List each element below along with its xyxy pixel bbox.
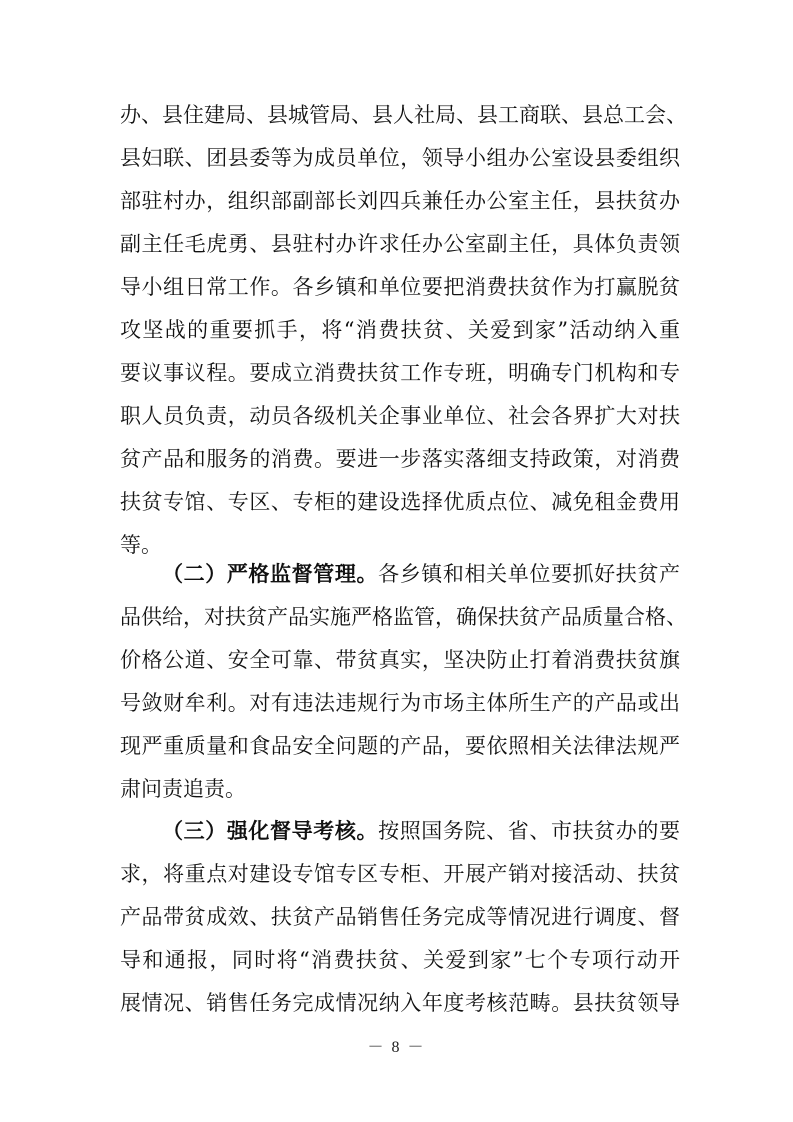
text-line: 现严重质量和食品安全问题的产品，要依照相关法律法规严 <box>120 734 680 758</box>
section-first-line <box>162 559 680 589</box>
text-line: 副主任毛虎勇、县驻村办许求任办公室副主任，具体负责领 <box>120 232 680 256</box>
text-line: 品供给，对扶贫产品实施严格监管，确保扶贫产品质量合格、 <box>120 605 687 629</box>
text-line: 号敛财牟利。对有违法违规行为市场主体所生产的产品或出 <box>120 691 680 715</box>
text-line: 扶贫专馆、专区、专柜的建设选择优质点位、减免租金费用 <box>120 490 680 514</box>
section-heading: （二）严格监督管理。 <box>162 562 379 586</box>
text-line: 贫产品和服务的消费。要进一步落实落细支持政策，对消费 <box>120 447 680 471</box>
section-text: 各乡镇和相关单位要抓好扶贫产 <box>378 562 681 586</box>
text-line: 办、县住建局、县城管局、县人社局、县工商联、县总工会、 <box>120 103 687 127</box>
page-number: － 8 － <box>367 1039 426 1056</box>
text-line: 攻坚战的重要抓手，将“消费扶贫、关爱到家”活动纳入重 <box>120 318 680 342</box>
text-line: 职人员负责，动员各级机关企事业单位、社会各界扩大对扶 <box>120 404 680 428</box>
text-line: 价格公道、安全可靠、带贫真实，坚决防止打着消费扶贫旗 <box>120 648 680 672</box>
text-line: 等。 <box>120 533 162 557</box>
section-first-line <box>162 816 680 846</box>
text-line: 导和通报，同时将“消费扶贫、关爱到家”七个专项行动开 <box>120 948 680 972</box>
text-line: 县妇联、团县委等为成员单位，领导小组办公室设县委组织 <box>120 146 680 170</box>
text-line: 求，将重点对建设专馆专区专柜、开展产销对接活动、扶贫 <box>120 862 680 886</box>
text-line: 导小组日常工作。各乡镇和单位要把消费扶贫作为打赢脱贫 <box>120 275 680 299</box>
section-heading: （三）强化督导考核。 <box>162 819 379 843</box>
text-line: 要议事议程。要成立消费扶贫工作专班，明确专门机构和专 <box>120 361 680 385</box>
text-line: 产品带贫成效、扶贫产品销售任务完成等情况进行调度、督 <box>120 905 680 929</box>
text-line: 部驻村办，组织部副部长刘四兵兼任办公室主任，县扶贫办 <box>120 189 680 213</box>
section-text: 按照国务院、省、市扶贫办的要 <box>378 819 681 843</box>
text-line: 肃问责追责。 <box>120 777 246 801</box>
text-line: 展情况、销售任务完成情况纳入年度考核范畴。县扶贫领导 <box>120 991 680 1015</box>
